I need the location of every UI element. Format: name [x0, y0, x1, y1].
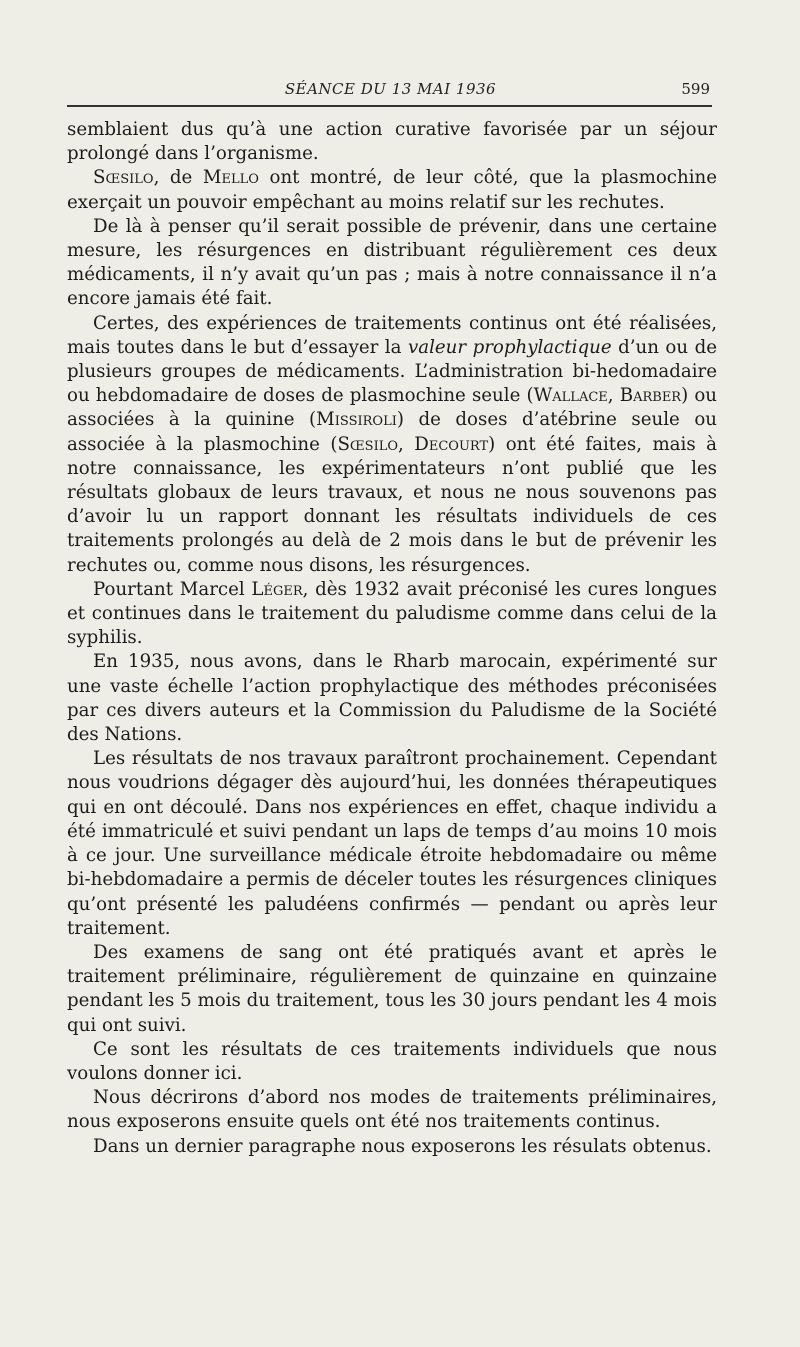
emphasis-text: valeur prophylactique [407, 336, 612, 358]
author-name: Barber [619, 385, 682, 407]
page-number: 599 [681, 80, 710, 98]
paragraph-text: ) ou associées à la quinine ( [67, 385, 717, 431]
author-name: Léger [251, 578, 303, 600]
paragraph-5 [67, 578, 717, 651]
paragraph-text: d’un ou de plusieurs groupes de médicaments. L’administration bi-hedomadaire ou hebdomadaire de doses de plasmochine seule ( [67, 336, 718, 407]
paragraph-text: , [607, 385, 620, 407]
author-name: Wallace [533, 385, 608, 407]
paragraph-text: , de [153, 167, 203, 189]
paragraph-8: Des examens de sang ont été pratiqués avant et après le traitement préliminaire, régulièrement de quinzaine en quinzaine pendant les 5 mois du traitement, tous les 30 jours pendant les 4 mois qui ont suivi. [67, 941, 717, 1036]
paragraph-3: De là à penser qu’il serait possible de prévenir, dans une certaine mesure, les résurgences en distribuant régulièrement ces deux médicaments, il n’y avait qu’un pas ; mais à notre connaissance il n’a encore jamais été fait. [67, 215, 717, 310]
paragraph-11: Dans un dernier paragraphe nous exposerons les résulats obtenus. [93, 1135, 712, 1157]
paragraph-9: Ce sont les résultats de ces traitements individuels que nous voulons donner ici. [67, 1038, 717, 1084]
author-name: Sœsilo [93, 167, 154, 189]
paragraph-1: semblaient dus qu’à une action curative favorisée par un séjour prolongé dans l’organisme. [67, 119, 717, 165]
paragraph-4 [67, 312, 717, 578]
body-text [67, 118, 717, 1159]
page-header [67, 80, 714, 102]
paragraph-text: ) ont été faites, mais à notre connaissance, les expérimentateurs n’ont publié que les résultats globaux de leurs travaux, et nous ne nous souvenons pas d’avoir lu un rapport donnant les résultats individuels de ces traitements prolongés au delà de 2 mois dans le but de prévenir les rechutes ou, comme nous disons, les résurgences. [67, 433, 717, 576]
author-name: Mello [202, 167, 259, 189]
paragraph-text: Certes, des expériences de traitements continus ont été réalisées, mais toutes dans le but d’essayer la [67, 312, 717, 358]
author-name: Sœsilo [337, 433, 399, 455]
paragraph-text: ont montré, de leur côté, que la plasmochine exerçait un pouvoir empêchant au moins relatif sur les rechutes. [67, 167, 718, 213]
paragraph-text: , [398, 433, 415, 455]
running-title: SÉANCE DU 13 MAI 1936 [284, 80, 497, 98]
header-rule [67, 105, 712, 107]
paragraph-text: ) de doses d’atébrine seule ou associée à la plasmochine ( [67, 409, 717, 455]
author-name: Decourt [414, 433, 489, 455]
author-name: Missiroli [316, 409, 397, 431]
paragraph-text: Pourtant Marcel [93, 578, 252, 600]
paragraph-text: , dès 1932 avait préconisé les cures longues et continues dans le traitement du paludisme comme dans celui de la syphilis. [67, 578, 717, 649]
paragraph-2 [67, 166, 717, 214]
paragraph-6: En 1935, nous avons, dans le Rharb marocain, expérimenté sur une vaste échelle l’action prophylactique des méthodes préconisées par ces divers auteurs et la Commission du Paludisme de la Société des Nations. [67, 651, 717, 746]
paragraph-10: Nous décrirons d’abord nos modes de traitements préliminaires, nous exposerons ensuite quels ont été nos traitements continus. [67, 1087, 717, 1133]
paragraph-7: Les résultats de nos travaux paraîtront prochainement. Cependant nous voudrions dégager dès aujourd’hui, les données thérapeutiques qui en ont découlé. Dans nos expériences en effet, chaque individu a été immatriculé et suivi pendant un laps de temps d’au moins 10 mois à ce jour. Une surveillance médicale étroite hebdomadaire ou même bi-hebdomadaire a permis de déceler toutes les résurgences cliniques qu’ont présenté les paludéens confirmés — pendant ou après leur traitement. [67, 748, 717, 939]
